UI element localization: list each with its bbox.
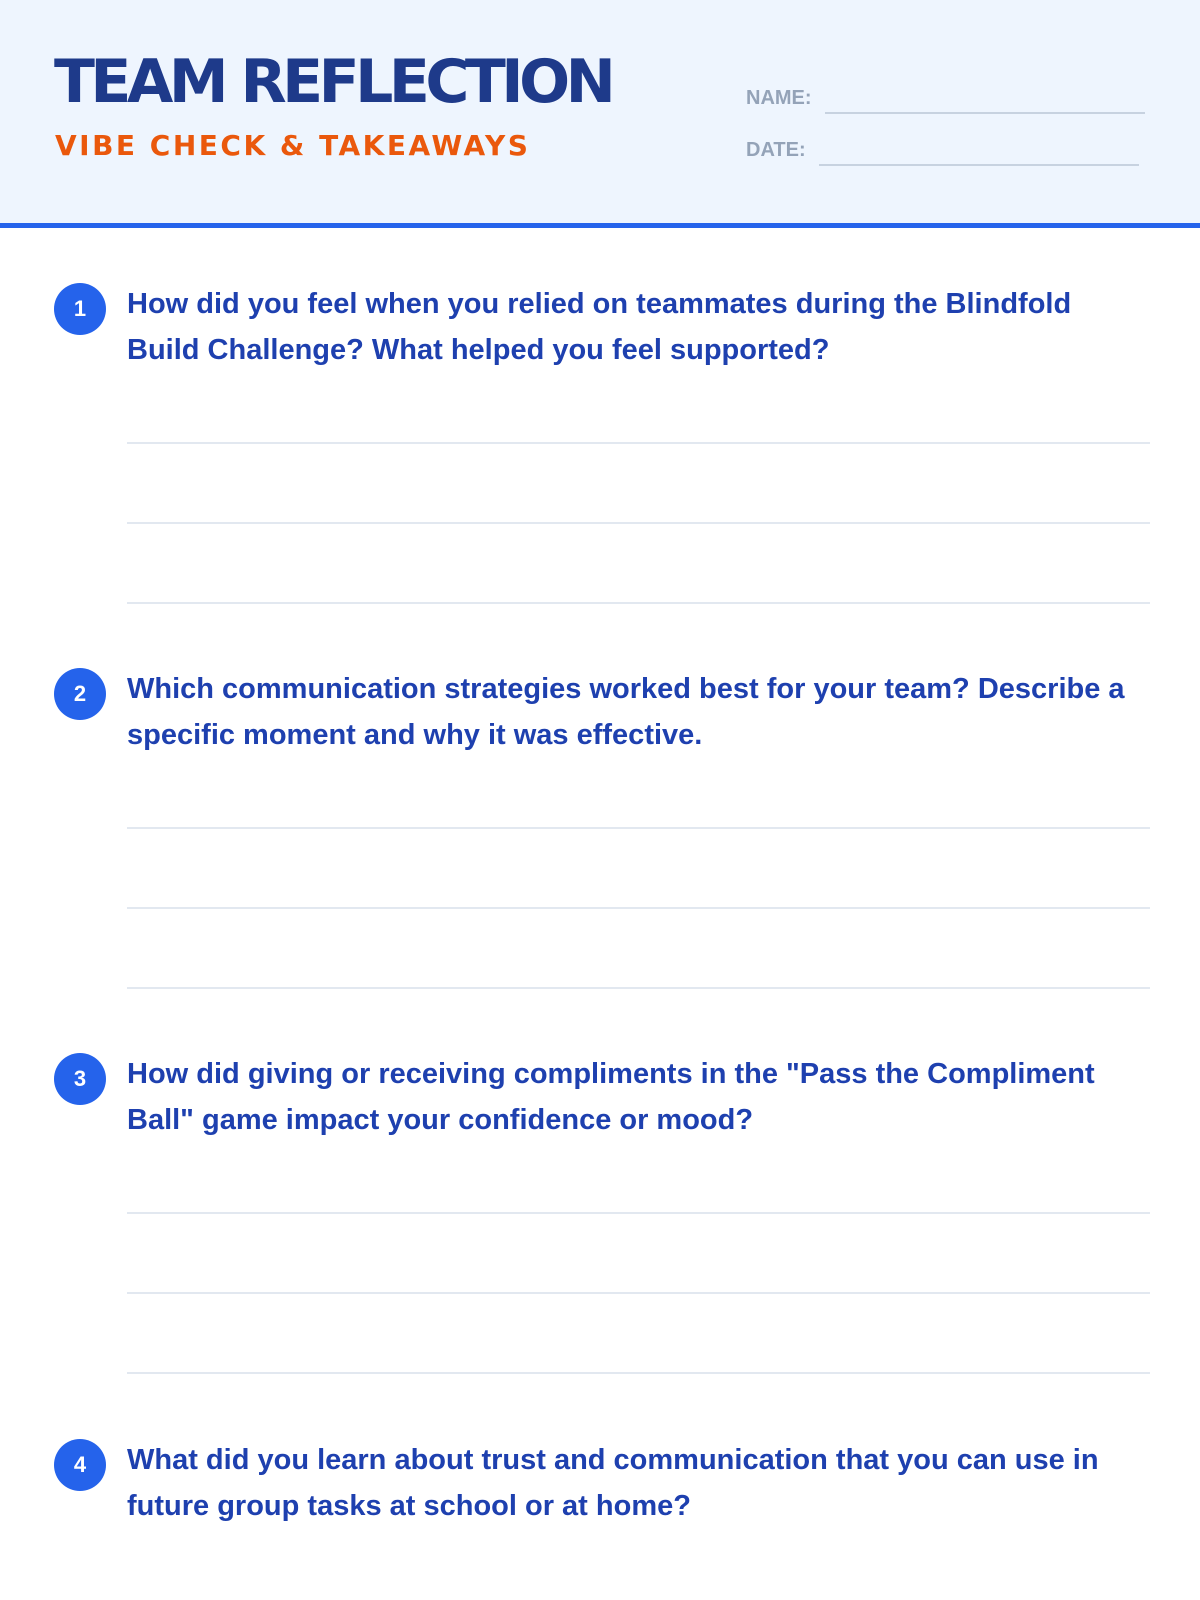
question-text: How did giving or receiving compliments in the "Pass the Compliment Ball" game impact your confidence or mood?: [127, 1058, 1095, 1136]
question-text: What did you learn about trust and communication that you can use in future group tasks at school or at home?: [127, 1444, 1099, 1522]
name-label: NAME:: [746, 87, 812, 109]
answer-line[interactable]: [127, 987, 1150, 989]
answer-lines[interactable]: [127, 1212, 1150, 1452]
answer-line[interactable]: [127, 907, 1150, 909]
question-text: How did you feel when you relied on teammates during the Blindfold Build Challenge? What helped you feel supported?: [127, 288, 1072, 366]
answer-lines[interactable]: [127, 827, 1150, 1067]
question-number-badge: 3: [54, 1053, 106, 1105]
question-text: Which communication strategies worked best for your team? Describe a specific moment and why it was effective.: [127, 673, 1125, 751]
question-number-badge: 2: [54, 668, 106, 720]
answer-line[interactable]: [127, 1372, 1150, 1374]
answer-line[interactable]: [127, 522, 1150, 524]
answer-line[interactable]: [127, 602, 1150, 604]
date-label: DATE:: [746, 139, 806, 161]
question-number-badge: 1: [54, 283, 106, 335]
date-field[interactable]: [746, 140, 1139, 166]
question-number-badge: 4: [54, 1439, 106, 1491]
answer-lines[interactable]: [127, 442, 1150, 682]
answer-line[interactable]: [127, 1212, 1150, 1214]
name-input-line[interactable]: [825, 112, 1145, 114]
date-input-line[interactable]: [819, 164, 1139, 166]
answer-line[interactable]: [127, 827, 1150, 829]
worksheet-header: [0, 0, 1200, 228]
answer-line[interactable]: [127, 442, 1150, 444]
name-field[interactable]: [746, 88, 1145, 114]
answer-line[interactable]: [127, 1292, 1150, 1294]
page-title: TEAM REFLECTION: [54, 47, 612, 117]
page-subtitle: VIBE CHECK & TAKEAWAYS: [55, 129, 531, 162]
